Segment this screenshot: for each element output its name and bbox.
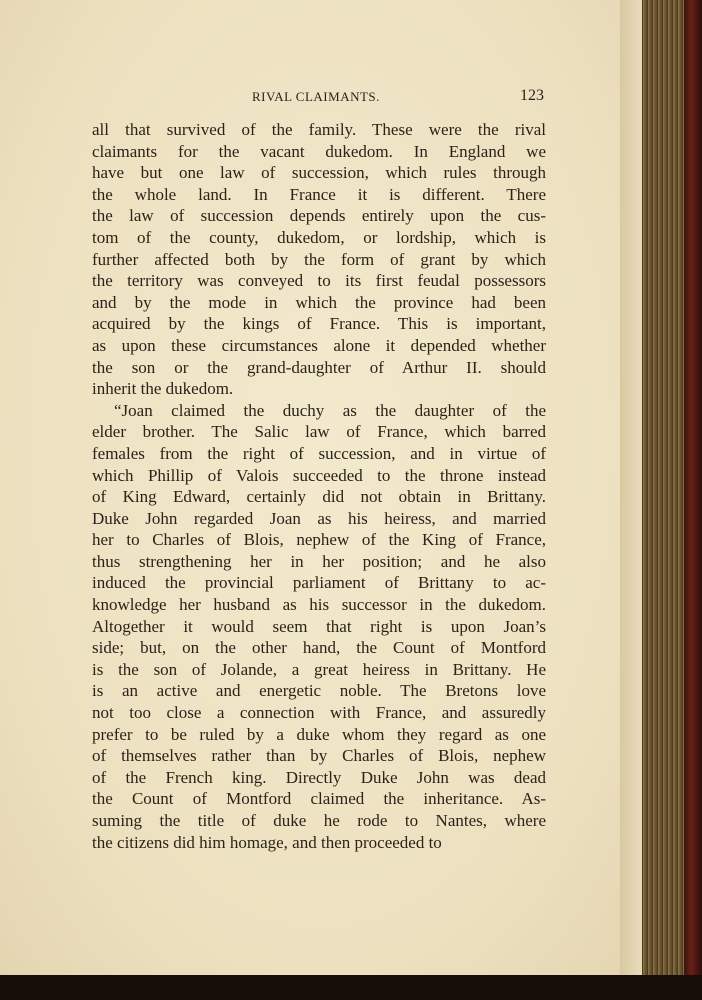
text-line: the son or the grand-daughter of Arthur II. should	[92, 357, 546, 377]
text-line: have but one law of succession, which rules through	[92, 163, 546, 183]
bottom-shadow	[0, 975, 702, 1000]
text-line: suming the title of duke he rode to Nantes, where	[92, 811, 546, 830]
page-header	[92, 89, 544, 107]
text-line: thus strengthening her in her position; and he also	[92, 551, 546, 571]
text-line: is the son of Jolande, a great heiress in Brittany. He	[92, 659, 546, 679]
text-line: side; but, on the other hand, the Count of Montford	[92, 638, 546, 658]
book-cover-edge	[684, 0, 702, 975]
text-line: induced the provincial parliament of Brittany to ac-	[92, 573, 546, 593]
text-line: of themselves rather than by Charles of Blois, nephew	[92, 746, 546, 766]
text-line: of the French king. Directly Duke John was dead	[92, 767, 546, 787]
text-line: claimants for the vacant dukedom. In England we	[92, 141, 546, 161]
text-line: the citizens did him homage, and then proceeded to	[92, 832, 442, 852]
text-line: as upon these circumstances alone it depended whether	[92, 335, 546, 355]
text-line: is an active and energetic noble. The Bretons love	[92, 681, 546, 701]
text-line: the Count of Montford claimed the inheritance. As-	[92, 789, 546, 809]
text-line: females from the right of succession, and in virtue of	[92, 443, 546, 463]
text-line: not too close a connection with France, and assuredly	[92, 703, 546, 723]
text-line: elder brother. The Salic law of France, which barred	[92, 422, 546, 442]
text-line: the law of succession depends entirely upon the cus-	[92, 206, 546, 226]
text-line: further affected both by the form of grant by which	[92, 249, 546, 269]
text-line: the territory was conveyed to its first feudal possessors	[92, 271, 546, 291]
page-number: 123	[520, 87, 544, 104]
text-line: of King Edward, certainly did not obtain in Brittany.	[92, 487, 546, 507]
text-line: Duke John regarded Joan as his heiress, and married	[92, 508, 546, 528]
text-line: all that survived of the family. These were the rival	[92, 120, 546, 139]
text-line: and by the mode in which the province had been	[92, 292, 546, 312]
running-head: RIVAL CLAIMANTS.	[252, 89, 380, 104]
text-line: acquired by the kings of France. This is important,	[92, 314, 546, 334]
text-line: which Phillip of Valois succeeded to the throne instead	[92, 465, 546, 485]
text-line: the whole land. In France it is different. There	[92, 184, 546, 204]
text-line: Altogether it would seem that right is upon Joan’s	[92, 616, 546, 636]
page-gutter	[620, 0, 642, 975]
text-line: knowledge her husband as his successor in the dukedom.	[92, 595, 546, 615]
body-text	[92, 119, 546, 853]
text-line: tom of the county, dukedom, or lordship, which is	[92, 227, 546, 247]
text-line: her to Charles of Blois, nephew of the King of France,	[92, 530, 546, 550]
text-line: prefer to be ruled by a duke whom they regard as one	[92, 724, 546, 744]
text-line: inherit the dukedom.	[92, 379, 234, 399]
text-line: “Joan claimed the duchy as the daughter of the	[114, 400, 546, 420]
